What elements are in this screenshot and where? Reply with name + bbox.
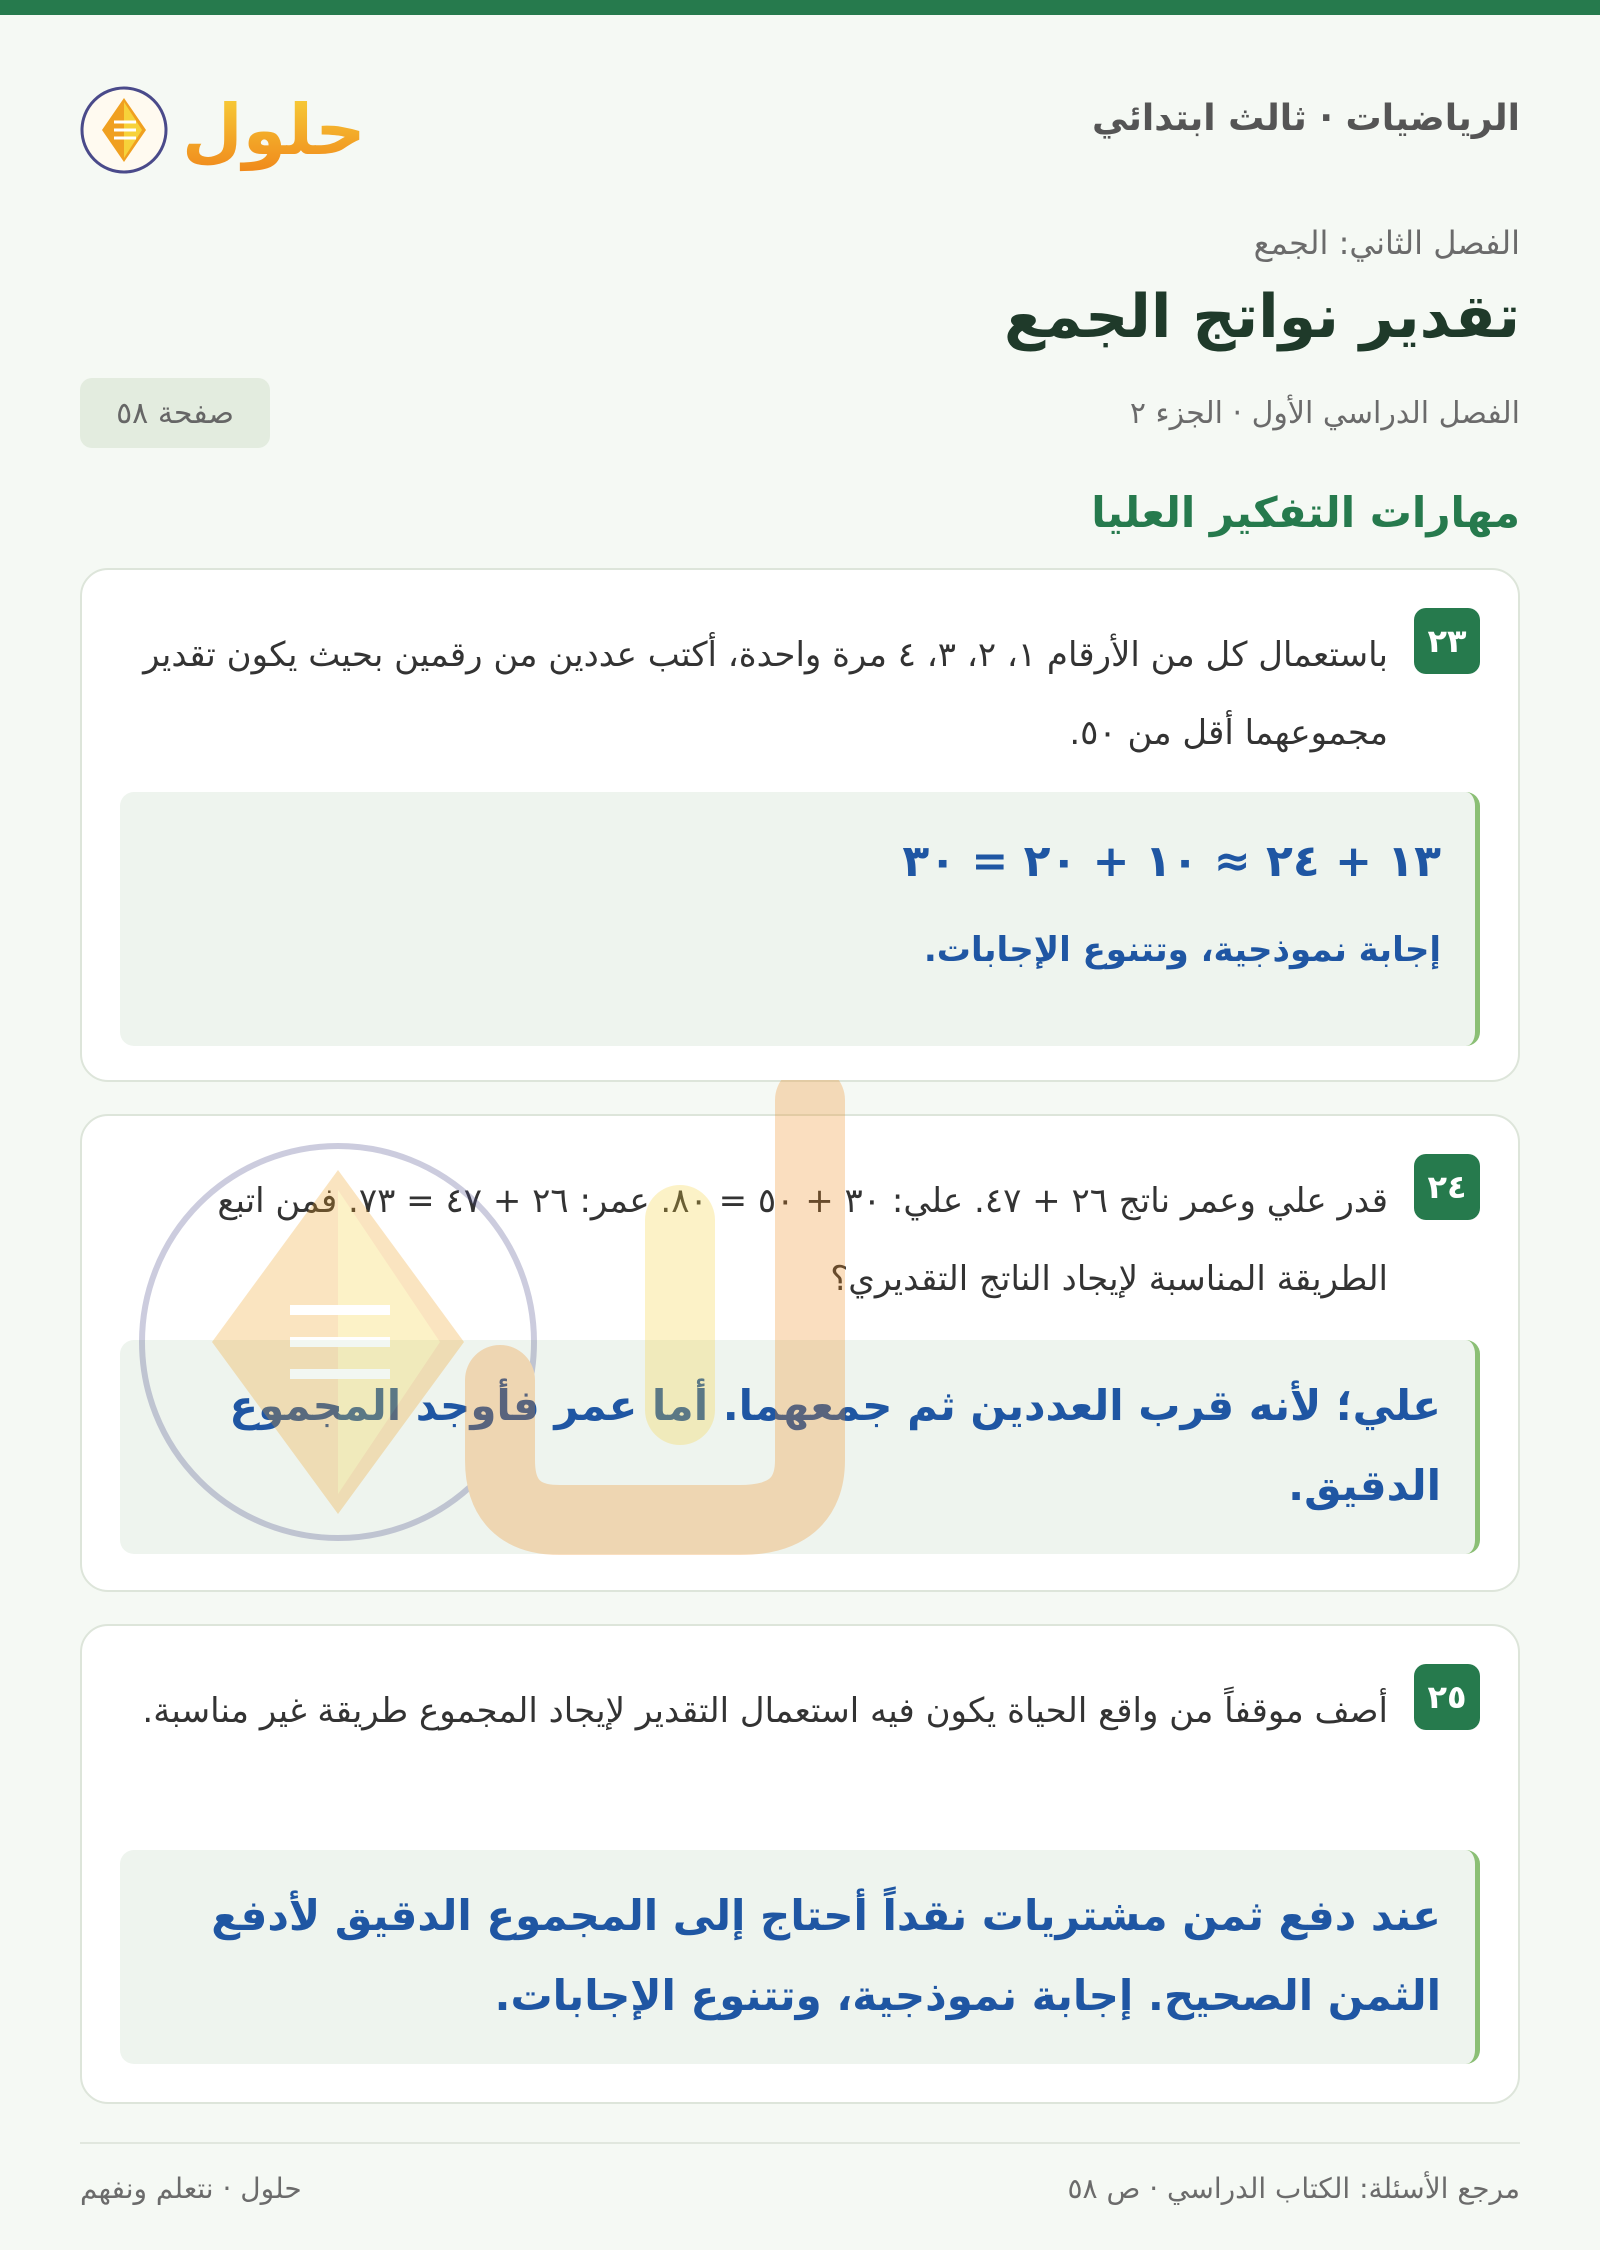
- answer-note: إجابة نموذجية، وتتنوع الإجابات.: [923, 930, 1441, 970]
- question-text: قدر علي وعمر ناتج ٢٦ + ٤٧. علي: ٣٠ + ٥٠ = ٨٠. عمر: ٢٦ + ٤٧ = ٧٣. فمن اتبع الطريقة المناسبة لإيجاد الناتج التقديري؟: [217, 1181, 1388, 1299]
- answer-box: [120, 1850, 1480, 2064]
- chapter-label: الفصل الثاني: الجمع: [1253, 224, 1520, 262]
- footer-divider: [80, 2142, 1520, 2144]
- logo-wordmark: حلول: [182, 89, 366, 171]
- lesson-title: تقدير نواتج الجمع: [1003, 282, 1520, 352]
- page-header: [80, 62, 1520, 182]
- question-text: أصف موقفاً من واقع الحياة يكون فيه استعمال التقدير لإيجاد المجموع طريقة غير مناسبة.: [142, 1691, 1388, 1731]
- footer-reference: مرجع الأسئلة: الكتاب الدراسي · ص ٥٨: [1067, 2172, 1520, 2205]
- footer-brand: حلول · نتعلم ونفهم: [80, 2172, 302, 2205]
- question-card-23: [80, 568, 1520, 1082]
- brand-logo: [80, 62, 380, 182]
- question-text: باستعمال كل من الأرقام ١، ٢، ٣، ٤ مرة واحدة، أكتب عددين من رقمين بحيث يكون تقدير مجموعهما أقل من ٥٠.: [143, 635, 1388, 753]
- page-number-badge: صفحة ٥٨: [80, 378, 270, 448]
- answer-box: [120, 1340, 1480, 1554]
- term-label: الفصل الدراسي الأول · الجزء ٢: [1129, 396, 1520, 431]
- section-title: مهارات التفكير العليا: [1091, 488, 1520, 537]
- question-number: ٢٤: [1414, 1154, 1480, 1220]
- question-number: ٢٣: [1414, 608, 1480, 674]
- question-card-24: [80, 1114, 1520, 1592]
- answer-box: [120, 792, 1480, 1046]
- top-accent-bar: [0, 0, 1600, 15]
- subject-label: الرياضيات · ثالث ابتدائي: [1091, 98, 1520, 139]
- answer-text: عند دفع ثمن مشتريات نقداً أحتاج إلى المجموع الدقيق لأدفع الثمن الصحيح. إجابة نموذجية، وتتنوع الإجابات.: [211, 1891, 1441, 2020]
- question-card-25: [80, 1624, 1520, 2104]
- brand-logo-icon: [80, 62, 380, 182]
- answer-text: علي؛ لأنه قرب العددين ثم جمعهما. أما عمر فأوجد المجموع الدقيق.: [229, 1381, 1441, 1510]
- answer-equation: ١٣ + ٢٤ ≈ ١٠ + ٢٠ = ٣٠: [902, 836, 1441, 887]
- question-number: ٢٥: [1414, 1664, 1480, 1730]
